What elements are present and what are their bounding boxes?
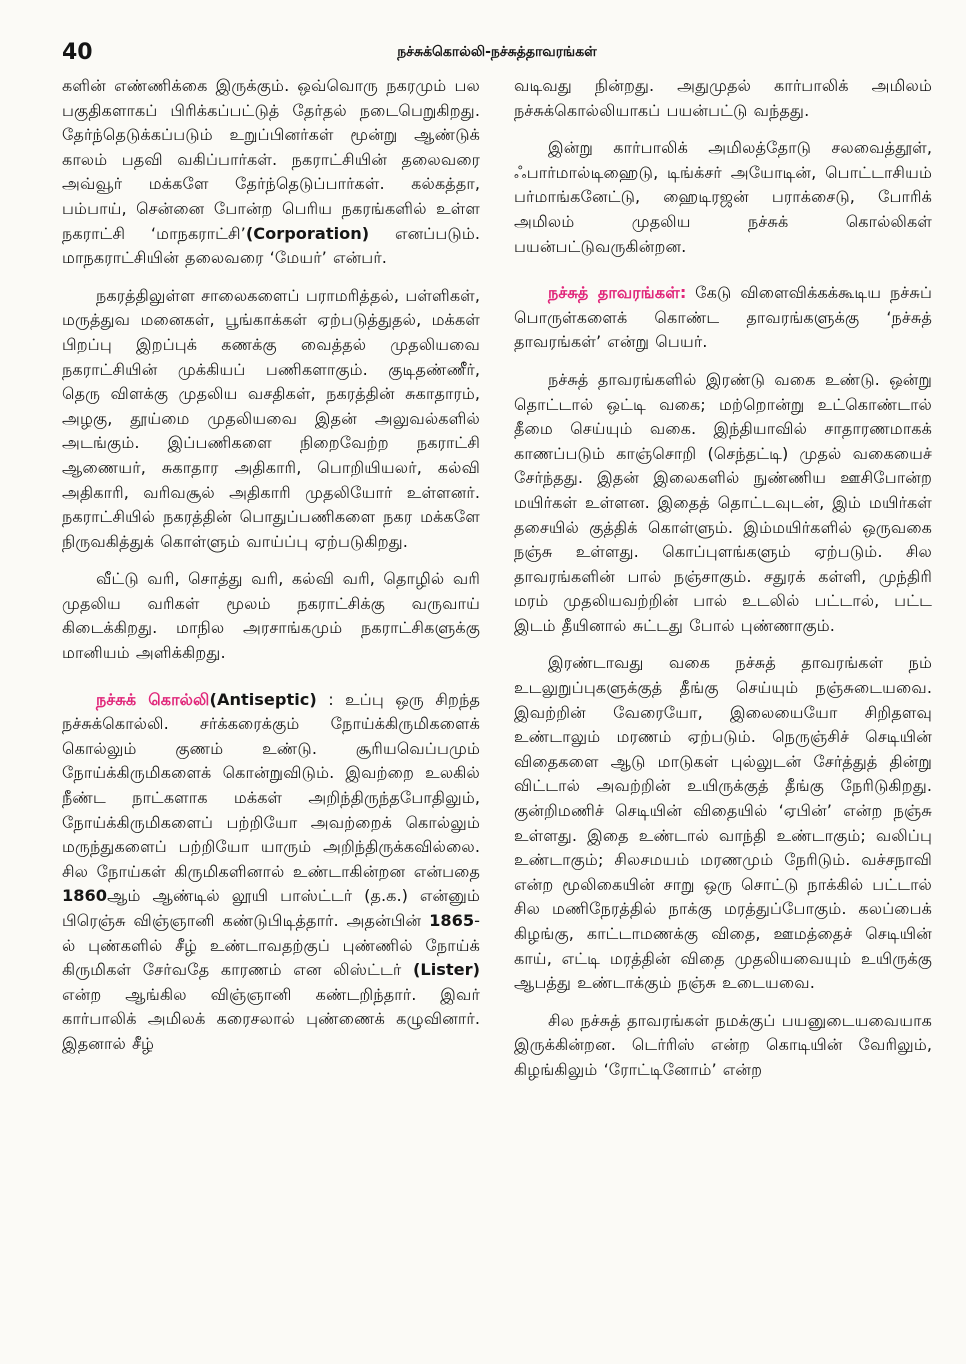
section-heading-antiseptic: நச்சுக் கொல்லி: [96, 689, 210, 709]
paragraph: நச்சுத் தாவரங்களில் இரண்டு வகை உண்டு. ஒன்று தொட்டால் ஒட்டி வகை; மற்றொன்று உட்கொண்டால் தீமை செய்யும் வகை. இந்தியாவில் சாதாரணமாகக் காணப்படும் காஞ்சொறி (செந்தட்டி) முதல் வகையைச் சேர்ந்தது. இதன் இலைகளில் நுண்ணிய ஊசிபோன்ற மயிர்கள் உள்ளன. இதைத் தொட்டவுடன், இம் மயிர்கள் தசையில் குத்திக் கொள்ளும். இம்மயிர்களில் ஒருவகை நஞ்சு உள்ளது. கொப்புளங்களும் ஏற்படும். சில தாவரங்களின் பால் நஞ்சாகும். சதுரக் கள்ளி, முந்திரி மரம் முதலியவற்றின் பால் உடலில் பட்டால், பட்ட இடம் தீயினால் சுட்டது போல் புண்ணாகும்.: [514, 369, 932, 635]
paragraph: சில நச்சுத் தாவரங்கள் நமக்குப் பயனுடையவையாக இருக்கின்றன. டெர்ரிஸ் என்ற கொடியின் வேரிலும், கிழங்கிலும் ‘ரோட்டினோம்’ என்ற: [514, 1010, 932, 1079]
section-heading-poison-plants: நச்சுத் தாவரங்கள்:: [548, 283, 687, 303]
year: 1860: [62, 886, 108, 906]
left-column: [62, 74, 480, 1096]
latin-term: (Antiseptic): [209, 689, 317, 709]
latin-term: (Corporation): [245, 223, 370, 243]
paragraph-text: கேடு விளைவிக்கக்கூடிய நச்சுப் பொருள்களைக் கொண்ட தாவரங்களுக்கு ‘நச்சுத் தாவரங்கள்’ என்று பெயர்.: [514, 283, 932, 352]
paragraph-antiseptic: [62, 688, 480, 1057]
paragraph-text: -ல் புண்களில் சீழ் உண்டாவதற்குப் புண்ணில் நோய்க் கிருமிகள் சேர்வதே காரணம் என லிஸ்ட்டர்: [62, 911, 480, 980]
page-header: [62, 40, 932, 74]
paragraph-text: என்ற ஆங்கில விஞ்ஞானி கண்டறிந்தார். இவர் கார்பாலிக் அமிலக் கரைசலால் புண்ணைக் கழுவினார். இதனால் சீழ்: [62, 984, 480, 1053]
right-column: [514, 74, 932, 1096]
paragraph: இரண்டாவது வகை நச்சுத் தாவரங்கள் நம் உடலுறுப்புகளுக்குத் தீங்கு செய்யும் நஞ்சுடையவை. இவற்றின் வேரையோ, இலையையோ சிறிதளவு உண்டாலும் மரணம் ஏற்படும். நெருஞ்சிச் செடியின் விதைகளை ஆடு மாடுகள் புல்லுடன் சேர்த்துத் தின்று விட்டால் அவற்றின் உயிருக்குத் தீங்கு நேரிடுகிறது. குன்றிமணிச் செடியின் விதையில் ‘ஏபின்’ என்ற நஞ்சு உள்ளது. இதை உண்டால் வாந்தி உண்டாகும்; வலிப்பு உண்டாகும்; சிலசமயம் மரணமும் நேரிடும். வச்சநாவி என்ற மூலிகையின் சாறு ஒரு சொட்டு நாக்கில் பட்டால் சில மணிநேரத்தில் நாக்கு மரத்துப்போகும். கலப்பைக் கிழங்கு, காட்டாமணக்கு விதை, ஊமத்தைச் செடியின் காய், எட்டி மரத்தின் விதை முதலியவையும் உயிருக்கு ஆபத்து உண்டாக்கும் நஞ்சு உடையவை.: [514, 653, 932, 993]
paragraph: வீட்டு வரி, சொத்து வரி, கல்வி வரி, தொழில் வரி முதலிய வரிகள் மூலம் நகராட்சிக்கு வருவாய் கிடைக்கிறது. மாநில அரசாங்கமும் நகராட்சிகளுக்கு மானியம் அளிக்கிறது.: [62, 569, 480, 663]
page-number: 40: [62, 40, 93, 65]
running-head: நச்சுக்கொல்லி-நச்சுத்தாவரங்கள்: [397, 44, 597, 60]
latin-term: (Lister): [413, 960, 480, 980]
paragraph: வடிவது நின்றது. அதுமுதல் கார்பாலிக் அமிலம் நச்சுக்கொல்லியாகப் பயன்பட்டு வந்தது.: [514, 76, 932, 120]
paragraph-text: : உப்பு ஒரு சிறந்த நச்சுக்கொல்லி. சர்க்கரைக்கும் நோய்க்கிருமிகளைக் கொல்லும் குணம் உண்டு. சூரியவெப்பமும் நோய்க்கிருமிகளைக் கொன்றுவிடும். இவற்றை உலகில் நீண்ட நாட்களாக மக்கள் அறிந்திருந்தபோதிலும், நோய்க்கிருமிகளைப் பற்றியோ அவற்றைக் கொல்லும் மருந்துகளைப் பற்றியோ யாரும் அறிந்திருக்கவில்லை. சில நோய்கள் கிருமிகளினால் உண்டாகின்றன என்பதை: [62, 689, 480, 881]
year: 1865: [429, 911, 475, 930]
paragraph: நகரத்திலுள்ள சாலைகளைப் பராமரித்தல், பள்ளிகள், மருத்துவ மனைகள், பூங்காக்கள் ஏற்படுத்துதல், மக்கள் பிறப்பு இறப்புக் கணக்கு வைத்தல் முதலியவை நகராட்சியின் முக்கியப் பணிகளாகும். குடிதண்ணீர், தெரு விளக்கு முதலிய வசதிகள், நகரத்தின் சுகாதாரம், அழகு, தூய்மை முதலியவை இதன் அலுவல்களில் அடங்கும். இப்பணிகளை நிறைவேற்ற நகராட்சி ஆணையர், சுகாதார அதிகாரி, பொறியியலர், கல்வி அதிகாரி, வரிவசூல் அதிகாரி முதலியோர் உள்ளனர். நகராட்சியில் நகரத்தின் பொதுப்பணிகளை நகர மக்களே நிருவகித்துக் கொள்ளும் வாய்ப்பு ஏற்படுகிறது.: [62, 285, 480, 551]
paragraph: [62, 74, 480, 271]
paragraph: இன்று கார்பாலிக் அமிலத்தோடு சலவைத்தூள், ஃபார்மால்டிஹைடு, டிங்க்சர் அயோடின், பொட்டாசியம் பர்மாங்கனேட்டு, ஹைடிரஜன் பராக்சைடு, போரிக் அமிலம் முதலிய நச்சுக் கொல்லிகள் பயன்பட்டுவருகின்றன.: [514, 138, 932, 256]
paragraph-plants: [514, 281, 932, 355]
paragraph-text: எனப்படும். மாநகராட்சியின் தலைவரை ‘மேயர்’ என்பர்.: [62, 223, 480, 268]
paragraph-text: களின் எண்ணிக்கை இருக்கும். ஒவ்வொரு நகரமும் பல பகுதிகளாகப் பிரிக்கப்பட்டுத் தேர்தல் நடைபெறுகிறது. தேர்ந்தெடுக்கப்படும் உறுப்பினர்கள் மூன்று ஆண்டுக் காலம் பதவி வகிப்பார்கள். நகராட்சியின் தலைவரை அவ்வூர் மக்களே தேர்ந்தெடுப்பார்கள். கல்கத்தா, பம்பாய், சென்னை போன்ற பெரிய நகரங்களில் உள்ள நகராட்சி ‘மாநகராட்சி’: [62, 76, 480, 243]
paragraph-text: ஆம் ஆண்டில் லூயி பாஸ்ட்டர் (த.க.) என்னும் பிரெஞ்சு விஞ்ஞானி கண்டுபிடித்தார். அதன்பின்: [62, 886, 480, 930]
text-columns: [62, 74, 932, 1096]
